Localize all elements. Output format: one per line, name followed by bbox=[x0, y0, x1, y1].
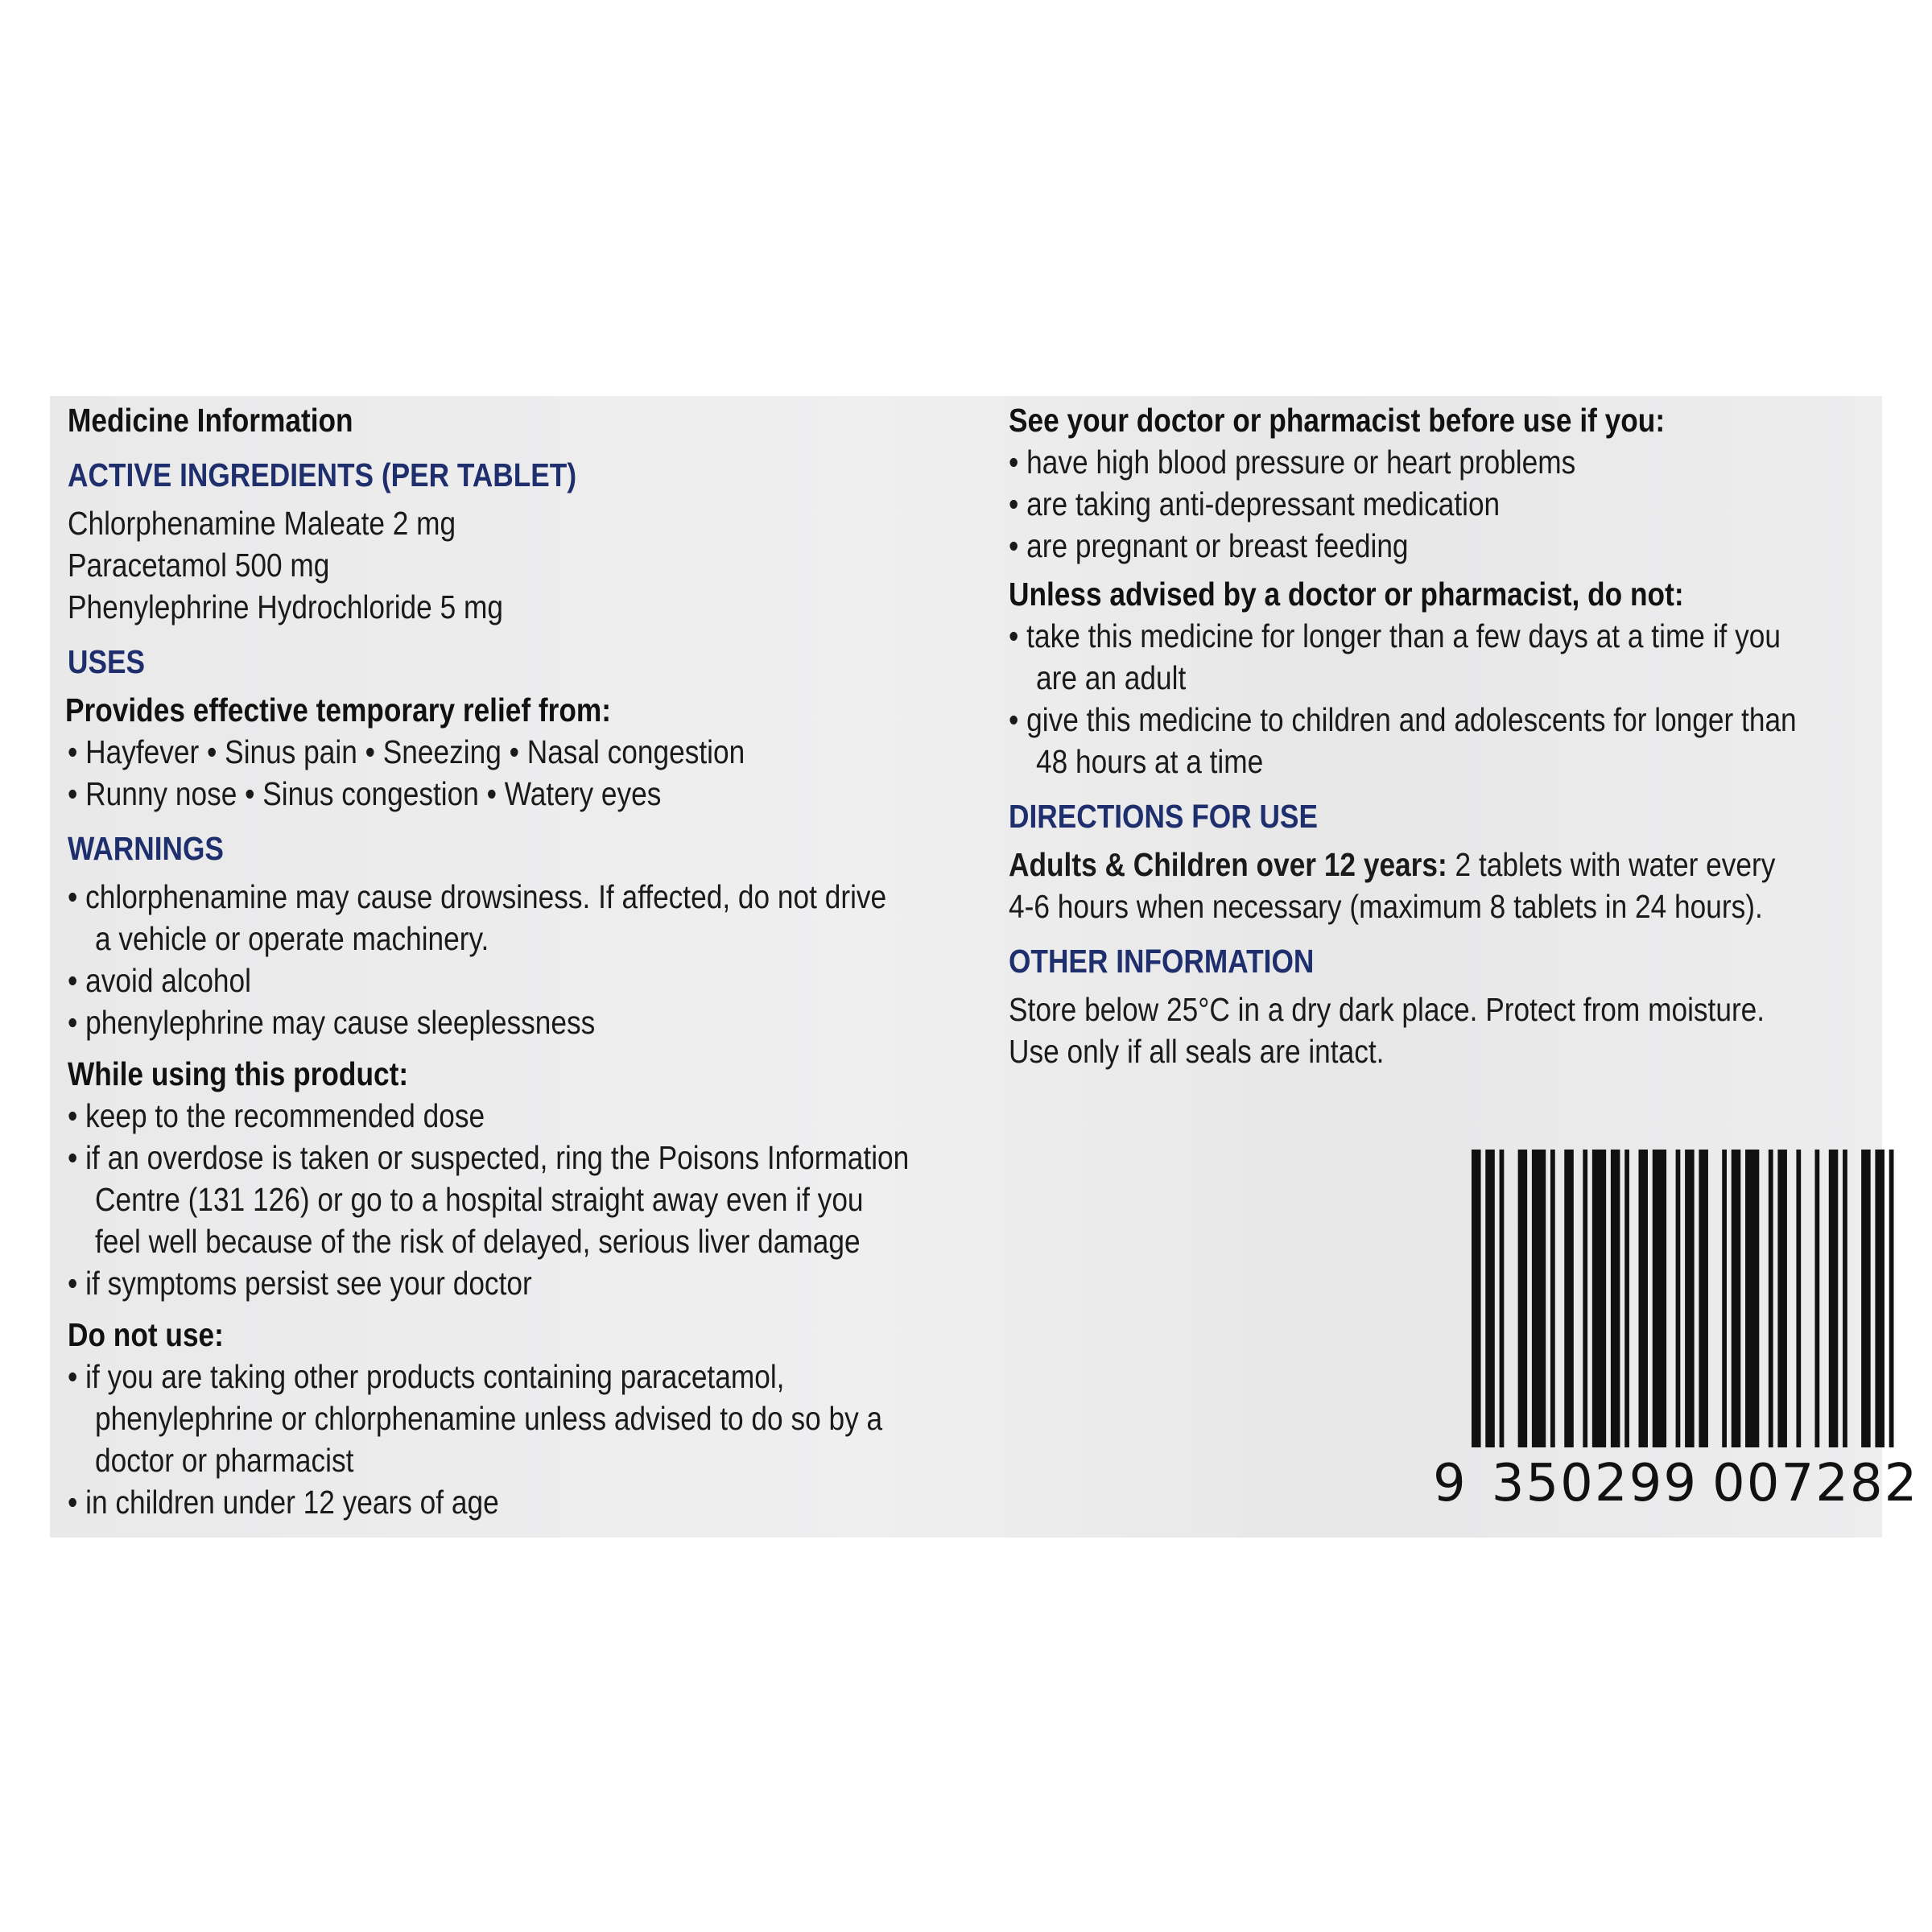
barcode-digit-group: 007282 bbox=[1712, 1454, 1919, 1513]
other-information-line: Store below 25°C in a dry dark place. Protect from moisture. bbox=[1009, 991, 1765, 1028]
other-information-heading: OTHER INFORMATION bbox=[1009, 943, 1315, 980]
barcode-bar bbox=[1889, 1150, 1894, 1447]
barcode-number bbox=[1433, 1455, 1918, 1512]
list-item-continuation: phenylephrine or chlorphenamine unless advised to do so by a bbox=[95, 1400, 883, 1437]
do-not-use-heading: Do not use: bbox=[68, 1316, 224, 1353]
list-item: • phenylephrine may cause sleeplessness bbox=[68, 1004, 596, 1041]
barcode-bar bbox=[1843, 1150, 1847, 1447]
uses-heading: USES bbox=[68, 643, 146, 680]
barcode-bar bbox=[1624, 1150, 1629, 1447]
while-using-heading: While using this product: bbox=[68, 1055, 409, 1092]
barcode-bar bbox=[1699, 1150, 1708, 1447]
uses-intro: Provides effective temporary relief from: bbox=[65, 691, 612, 729]
barcode-bar bbox=[1638, 1150, 1648, 1447]
barcode-bar bbox=[1745, 1150, 1759, 1447]
list-item: • are taking anti-depressant medication bbox=[1009, 485, 1501, 522]
list-item-continuation: are an adult bbox=[1036, 659, 1187, 696]
list-item: • chlorphenamine may cause drowsiness. If affected, do not drive bbox=[68, 878, 887, 915]
barcode-bar bbox=[1653, 1150, 1666, 1447]
barcode-bar bbox=[1875, 1150, 1885, 1447]
list-item: • keep to the recommended dose bbox=[68, 1097, 485, 1134]
medicine-info-panel bbox=[50, 396, 1919, 1538]
barcode bbox=[1472, 1150, 1903, 1467]
list-item: • give this medicine to children and adolescents for longer than bbox=[1009, 701, 1797, 738]
bullet: • bbox=[68, 878, 78, 915]
list-item: • take this medicine for longer than a few days at a time if you bbox=[1009, 617, 1781, 654]
directions-line: 4-6 hours when necessary (maximum 8 tablets in 24 hours). bbox=[1009, 888, 1763, 925]
barcode-bar bbox=[1472, 1150, 1481, 1447]
barcode-bar bbox=[1611, 1150, 1620, 1447]
list-item-continuation: doctor or pharmacist bbox=[95, 1442, 354, 1479]
barcode-bar bbox=[1861, 1150, 1871, 1447]
uses-line: • Hayfever • Sinus pain • Sneezing • Nasal congestion bbox=[68, 733, 745, 770]
barcode-bar bbox=[1550, 1150, 1555, 1447]
list-item: • if an overdose is taken or suspected, ring the Poisons Information bbox=[68, 1139, 910, 1176]
barcode-digit-first: 9 bbox=[1433, 1454, 1468, 1513]
list-item: • are pregnant or breast feeding bbox=[1009, 527, 1409, 564]
unless-advised-heading: Unless advised by a doctor or pharmacist, do not: bbox=[1009, 576, 1684, 613]
list-item-continuation: 48 hours at a time bbox=[1036, 743, 1264, 780]
barcode-bar bbox=[1685, 1150, 1695, 1447]
ingredient-item: Paracetamol 500 mg bbox=[68, 547, 330, 584]
barcode-bar bbox=[1777, 1150, 1787, 1447]
list-item: • avoid alcohol bbox=[68, 962, 251, 999]
barcode-bar bbox=[1532, 1150, 1546, 1447]
barcode-bar bbox=[1796, 1150, 1801, 1447]
barcode-bar bbox=[1564, 1150, 1574, 1447]
barcode-bar bbox=[1769, 1150, 1773, 1447]
list-item: • in children under 12 years of age bbox=[68, 1484, 499, 1521]
ingredient-item: Phenylephrine Hydrochloride 5 mg bbox=[68, 588, 503, 625]
barcode-bar bbox=[1583, 1150, 1587, 1447]
barcode-digit-group: 350299 bbox=[1491, 1454, 1699, 1513]
ingredient-item: Chlorphenamine Maleate 2 mg bbox=[68, 505, 456, 542]
barcode-bar bbox=[1500, 1150, 1505, 1447]
barcode-bar bbox=[1814, 1150, 1819, 1447]
barcode-bar bbox=[1592, 1150, 1606, 1447]
directions-bold: Adults & Children over 12 years: bbox=[1009, 846, 1447, 883]
barcode-bar bbox=[1518, 1150, 1528, 1447]
barcode-bar bbox=[1485, 1150, 1495, 1447]
list-item: • if symptoms persist see your doctor bbox=[68, 1265, 532, 1302]
see-doctor-heading: See your doctor or pharmacist before use if you: bbox=[1009, 402, 1666, 439]
list-item: • have high blood pressure or heart problems bbox=[1009, 444, 1576, 481]
list-item-continuation: a vehicle or operate machinery. bbox=[95, 920, 489, 957]
medicine-information-title: Medicine Information bbox=[68, 402, 353, 439]
list-item-continuation: Centre (131 126) or go to a hospital straight away even if you bbox=[95, 1181, 864, 1218]
barcode-bar bbox=[1732, 1150, 1741, 1447]
other-information-line: Use only if all seals are intact. bbox=[1009, 1033, 1385, 1070]
directions-line: Adults & Children over 12 years: 2 tablets with water every bbox=[1009, 846, 1776, 883]
barcode-bar bbox=[1829, 1150, 1839, 1447]
barcode-bar bbox=[1676, 1150, 1681, 1447]
uses-line: • Runny nose • Sinus congestion • Watery eyes bbox=[68, 775, 662, 812]
warnings-heading: WARNINGS bbox=[68, 830, 224, 867]
directions-heading: DIRECTIONS FOR USE bbox=[1009, 798, 1318, 835]
list-item: • if you are taking other products containing paracetamol, bbox=[68, 1358, 785, 1395]
active-ingredients-heading: ACTIVE INGREDIENTS (PER TABLET) bbox=[68, 456, 577, 493]
list-item-continuation: feel well because of the risk of delayed, serious liver damage bbox=[95, 1223, 861, 1260]
barcode-bar bbox=[1722, 1150, 1727, 1447]
